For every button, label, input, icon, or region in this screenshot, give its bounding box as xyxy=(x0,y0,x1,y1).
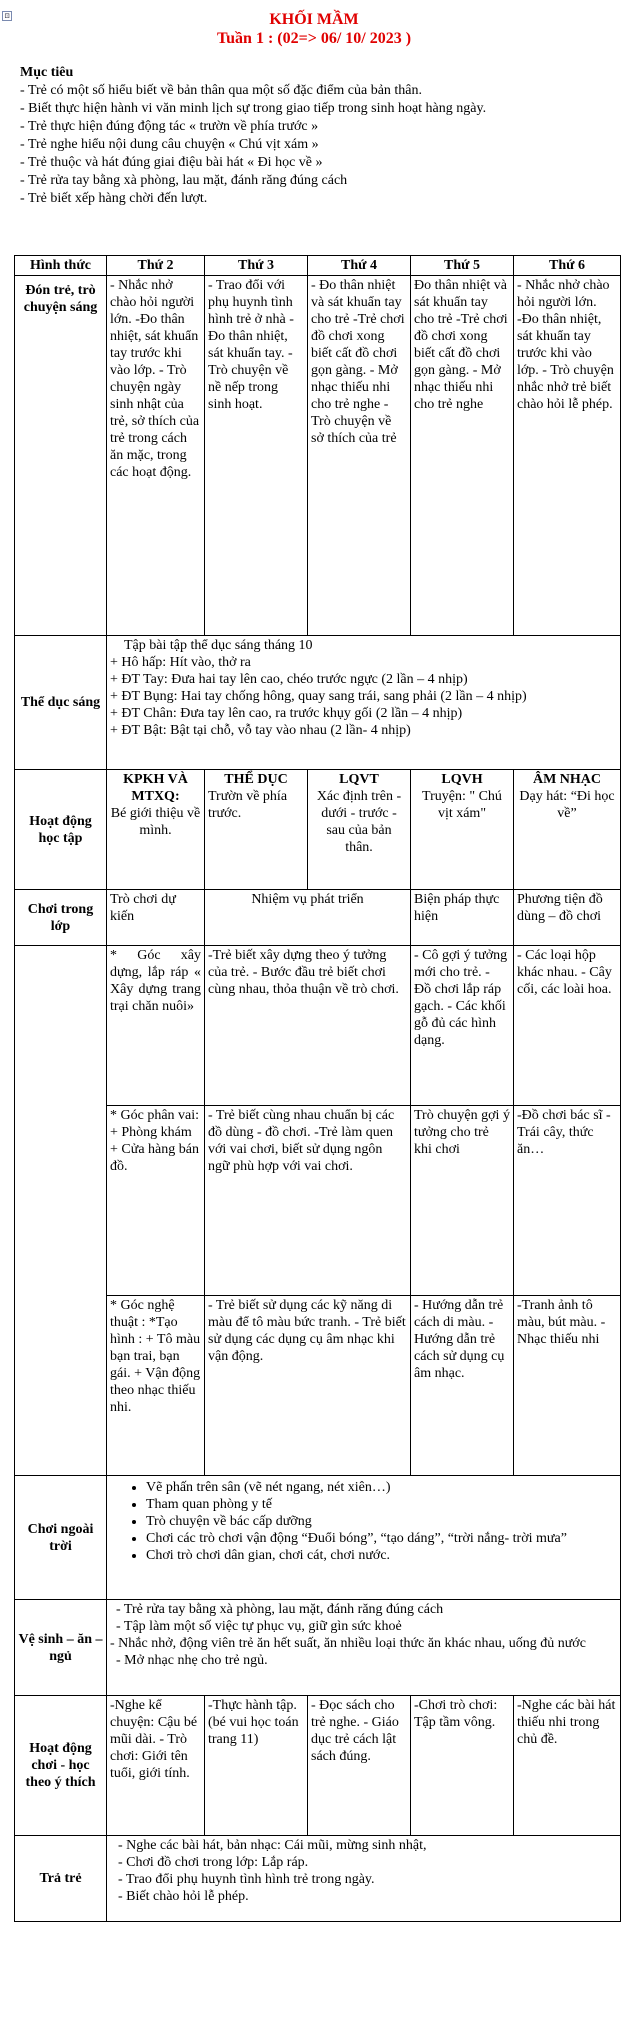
subject-label: ÂM NHẠC xyxy=(532,772,602,787)
subject-content: Dạy hát: “Đi học về” xyxy=(519,789,615,821)
subject-label: KPKH VÀ MTXQ: xyxy=(123,772,188,804)
table-cell: - Trẻ biết cùng nhau chuẩn bị các đồ dùng - đồ chơi. -Trẻ làm quen với vai chơi, biết sử dụng ngôn ngữ phù hợp với vai chơi. xyxy=(205,1106,411,1296)
table-cell: Trò chuyện gợi ý tưởng cho trẻ khi chơi xyxy=(411,1106,514,1296)
objective-item: - Trẻ biết xếp hàng chời đến lượt. xyxy=(20,191,208,206)
hygiene-line: - Nhắc nhở, động viên trẻ ăn hết suất, ăn nhiều loại thức ăn khác nhau, uống đủ nước xyxy=(110,1636,586,1651)
objectives-title: Mục tiêu xyxy=(20,65,74,80)
table-cell xyxy=(308,770,411,890)
subject-content: Truyện: " Chú vịt xám" xyxy=(422,789,502,821)
table-cell: - Các loại hộp khác nhau. - Cây cối, các loài hoa. xyxy=(514,946,621,1106)
subject-label: LQVH xyxy=(441,772,483,787)
table-cell: -Trẻ biết xây dựng theo ý tưởng của trẻ. - Bước đầu trẻ biết chơi cùng nhau, thỏa thuận về trò chơi. xyxy=(205,946,411,1106)
row-label-exercise: Thể dục sáng xyxy=(15,636,107,770)
table-cell: - Đọc sách cho trẻ nghe. - Giáo dục trẻ cách lật sách đúng. xyxy=(308,1696,411,1836)
table-cell: Phương tiện đồ dùng – đồ chơi xyxy=(514,890,621,946)
hygiene-line: - Tập làm một số việc tự phục vụ, giữ gìn sức khoẻ xyxy=(116,1619,402,1634)
subject-label: THỂ DỤC xyxy=(224,772,288,787)
table-cell: - Đo thân nhiệt và sát khuẩn tay cho trẻ -Trẻ chơi đồ chơi xong biết cất đồ chơi gọn gàng. - Mở nhạc thiếu nhi cho trẻ nghe -Trò chuyện về sở thích của trẻ xyxy=(308,276,411,636)
row-label-indoor-play: Chơi trong lớp xyxy=(15,890,107,946)
table-cell: Trò chơi dự kiến xyxy=(107,890,205,946)
header-cell-thursday: Thứ 5 xyxy=(411,256,514,276)
row-label-outdoor: Chơi ngoài trời xyxy=(15,1476,107,1600)
table-cell: * Góc phân vai: + Phòng khám + Cửa hàng bán đồ. xyxy=(107,1106,205,1296)
table-cell: - Trao đổi với phụ huynh tình hình trẻ ở nhà - Đo thân nhiệt, sát khuẩn tay. - Trò chuyện về nề nếp trong sinh hoạt. xyxy=(205,276,308,636)
objective-item: - Trẻ nghe hiểu nội dung câu chuyện « Chú vịt xám » xyxy=(20,137,319,152)
table-cell: * Góc nghệ thuật : *Tạo hình : + Tô màu bạn trai, bạn gái. + Vận động theo nhạc thiếu nhi. xyxy=(107,1296,205,1476)
table-cell: -Tranh ảnh tô màu, bút màu. - Nhạc thiếu nhi xyxy=(514,1296,621,1476)
table-cell: -Nghe các bài hát thiếu nhi trong chủ đề. xyxy=(514,1696,621,1836)
table-row-indoor-play-header xyxy=(15,890,621,946)
document-header xyxy=(0,10,628,48)
pickup-line: - Chơi đồ chơi trong lớp: Lắp ráp. xyxy=(118,1855,309,1870)
table-row-afternoon xyxy=(15,1696,621,1836)
header-cell-friday: Thứ 6 xyxy=(514,256,621,276)
row-label-reception: Đón trẻ, trò chuyện sáng xyxy=(15,276,107,636)
list-item: • Tham quan phòng y tế xyxy=(146,1496,617,1513)
table-cell: * Góc xây dựng, lắp ráp « Xây dựng trang trại chăn nuôi» xyxy=(107,946,205,1106)
exercise-line: + ĐT Chân: Đưa tay lên cao, ra trước khụy gối (2 lần – 4 nhịp) xyxy=(110,706,463,721)
table-cell xyxy=(411,770,514,890)
table-cell-empty xyxy=(15,946,107,1476)
pickup-content xyxy=(107,1836,621,1922)
objective-item: - Trẻ thuộc và hát đúng giai điệu bài hát « Đi học về » xyxy=(20,155,323,170)
hygiene-line: - Trẻ rửa tay bằng xà phòng, lau mặt, đánh răng đúng cách xyxy=(116,1602,444,1617)
exercise-line: + ĐT Bụng: Hai tay chống hông, quay sang trái, sang phải (2 lần – 4 nhịp) xyxy=(110,689,527,704)
table-row-indoor-play xyxy=(15,946,621,1106)
exercise-content xyxy=(107,636,621,770)
header-cell-form: Hình thức xyxy=(15,256,107,276)
table-cell: - Cô gợi ý tưởng mới cho trẻ. - Đồ chơi lắp ráp gạch. - Các khối gỗ đủ các hình dạng. xyxy=(411,946,514,1106)
list-item: • Chơi các trò chơi vận động “Đuổi bóng”, “tạo dáng”, “trời nắng- trời mưa” xyxy=(146,1530,617,1547)
subject-content: Xác định trên -dưới - trước - sau của bản thân. xyxy=(316,789,402,855)
pickup-line: - Biết chào hỏi lễ phép. xyxy=(118,1889,249,1904)
table-cell: - Nhắc nhở chào hỏi người lớn. -Đo thân nhiệt, sát khuẩn tay trước khi vào lớp. - Trò chuyện nhắc nhở trẻ biết chào hỏi lễ phép. xyxy=(514,276,621,636)
header-cell-tuesday: Thứ 3 xyxy=(205,256,308,276)
table-cell: -Đồ chơi bác sĩ -Trái cây, thức ăn… xyxy=(514,1106,621,1296)
row-label-learning: Hoạt động học tập xyxy=(15,770,107,890)
table-header-row xyxy=(15,256,621,276)
hygiene-content xyxy=(107,1600,621,1696)
hygiene-line: - Mở nhạc nhẹ cho trẻ ngủ. xyxy=(116,1653,268,1668)
table-cell: Nhiệm vụ phát triển xyxy=(205,890,411,946)
table-cell: - Trẻ biết sử dụng các kỹ năng di màu để tô màu bức tranh. - Trẻ biết sử dụng các dụng cụ âm nhạc khi vận động. xyxy=(205,1296,411,1476)
table-row-exercise xyxy=(15,636,621,770)
table-row-learning xyxy=(15,770,621,890)
subject-content: Trườn về phía trước. xyxy=(208,789,288,821)
list-item: • Chơi trò chơi dân gian, chơi cát, chơi nước. xyxy=(146,1547,617,1564)
table-cell xyxy=(514,770,621,890)
table-row-outdoor xyxy=(15,1476,621,1600)
table-cell: -Thực hành tập. (bé vui học toán trang 11) xyxy=(205,1696,308,1836)
objectives-section xyxy=(20,64,610,208)
table-row-reception xyxy=(15,276,621,636)
broken-image-icon: ⊡ xyxy=(2,11,12,21)
table-row-pickup xyxy=(15,1836,621,1922)
pickup-line: - Trao đổi phụ huynh tình hình trẻ trong ngày. xyxy=(118,1872,375,1887)
week-title: Tuần 1 : (02=> 06/ 10/ 2023 ) xyxy=(216,30,412,47)
exercise-line: Tập bài tập thể dục sáng tháng 10 xyxy=(124,638,313,653)
table-cell: -Chơi trò chơi: Tập tầm vông. xyxy=(411,1696,514,1836)
row-label-afternoon: Hoạt động chơi - học theo ý thích xyxy=(15,1696,107,1836)
grade-title: KHỐI MẦM xyxy=(269,11,359,28)
table-cell: Đo thân nhiệt và sát khuẩn tay cho trẻ -Trẻ chơi đồ chơi xong biết cất đồ chơi gọn gàng. - Mở nhạc thiếu nhi cho trẻ nghe xyxy=(411,276,514,636)
table-cell: Biện pháp thực hiện xyxy=(411,890,514,946)
table-cell xyxy=(107,770,205,890)
list-item: • Trò chuyện về bác cấp dưỡng xyxy=(146,1513,617,1530)
table-cell: - Hướng dẫn trẻ cách di màu. - Hướng dẫn trẻ cách sử dụng cụ âm nhạc. xyxy=(411,1296,514,1476)
objective-item: - Trẻ rửa tay bằng xà phòng, lau mặt, đánh răng đúng cách xyxy=(20,173,348,188)
list-item: • Vẽ phấn trên sân (vẽ nét ngang, nét xiên…) xyxy=(146,1479,617,1496)
weekly-plan-table xyxy=(14,255,621,1922)
row-label-pickup: Trả trẻ xyxy=(15,1836,107,1922)
objective-item: - Trẻ có một số hiểu biết về bản thân qua một số đặc điểm của bản thân. xyxy=(20,83,423,98)
subject-content: Bé giới thiệu về mình. xyxy=(110,806,201,838)
table-cell xyxy=(205,770,308,890)
pickup-line: - Nghe các bài hát, bản nhạc: Cái mũi, mừng sinh nhật, xyxy=(118,1838,427,1853)
objective-item: - Biết thực hiện hành vi văn minh lịch sự trong giao tiếp trong sinh hoạt hàng ngày. xyxy=(20,101,487,116)
outdoor-content xyxy=(107,1476,621,1600)
header-cell-monday: Thứ 2 xyxy=(107,256,205,276)
table-cell: - Nhắc nhở chào hỏi người lớn. -Đo thân nhiệt, sát khuẩn tay trước khi vào lớp. - Trò chuyện ngày sinh nhật của trẻ, sở thích của trẻ trong cách ăn mặc, trong các hoạt động. xyxy=(107,276,205,636)
exercise-line: + ĐT Tay: Đưa hai tay lên cao, chéo trước ngực (2 lần – 4 nhịp) xyxy=(110,672,468,687)
subject-label: LQVT xyxy=(339,772,379,787)
header-cell-wednesday: Thứ 4 xyxy=(308,256,411,276)
table-cell: -Nghe kể chuyện: Cậu bé mũi dài. - Trò chơi: Giới tên tuổi, giới tính. xyxy=(107,1696,205,1836)
row-label-hygiene: Vệ sinh – ăn – ngủ xyxy=(15,1600,107,1696)
objective-item: - Trẻ thực hiện đúng động tác « trườn về phía trước » xyxy=(20,119,319,134)
exercise-line: + ĐT Bật: Bật tại chỗ, vỗ tay vào nhau (2 lần- 4 nhịp) xyxy=(110,723,411,738)
table-row-hygiene xyxy=(15,1600,621,1696)
exercise-line: + Hô hấp: Hít vào, thở ra xyxy=(110,655,251,670)
